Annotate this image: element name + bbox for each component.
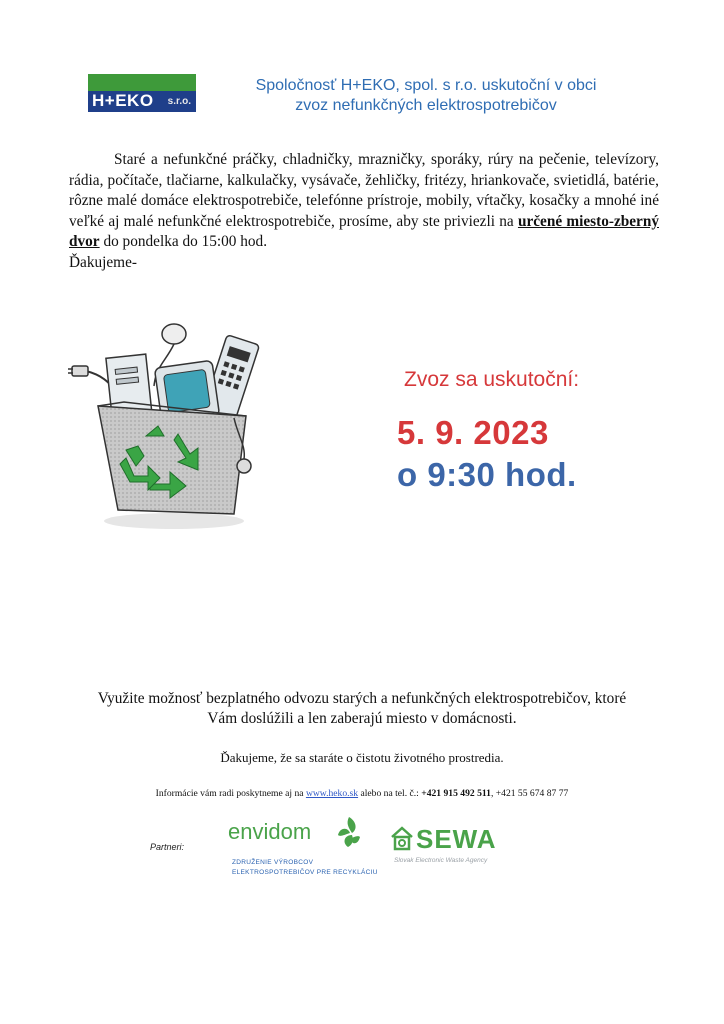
info-prefix: Informácie vám radi poskytneme aj na <box>155 788 304 799</box>
offer-line-1: Využite možnosť bezplatného odvozu starých a nefunkčných elektrospotrebičov, ktoré <box>97 690 627 707</box>
logo-green-band <box>88 74 196 91</box>
sewa-logo <box>388 822 518 870</box>
header-line-1: Spoločnosť H+EKO, spol. s r.o. uskutoční v obci <box>255 77 597 94</box>
body-text <box>69 150 659 253</box>
sewa-name: SEWA <box>416 824 497 854</box>
envidom-subtitle-1: ZDRUŽENIE VÝROBCOV <box>232 859 314 866</box>
heko-logo <box>88 74 196 112</box>
envidom-subtitle-2: ELEKTROSPOTREBIČOV PRE RECYKLÁCIU <box>232 869 378 876</box>
body-deadline: do pondelka do 15:00 hod. <box>103 233 268 250</box>
offer-line-2: Vám doslúžili a len zaberajú miesto v domácnosti. <box>207 710 517 727</box>
house-icon <box>390 826 414 852</box>
body-paragraph <box>69 150 659 273</box>
contact-info <box>60 788 664 799</box>
phone-secondary: , +421 55 674 87 77 <box>490 788 569 799</box>
event-label: Zvoz sa uskutoční: <box>404 368 580 391</box>
recycle-leaves-icon <box>334 815 364 849</box>
header-heading <box>206 76 646 116</box>
offer-text <box>60 689 664 729</box>
closing-thanks: Ďakujeme, že sa staráte o čistotu životného prostredia. <box>220 750 504 765</box>
body-thanks: Ďakujeme- <box>69 253 137 271</box>
body-intro: Staré a nefunkčné práčky, chladničky, mrazničky, sporáky, rúry na pečenie, televízory, rádia, počítače, tlačiarne, kalkulačky, vysávače, žehličky, fritézy, hriankovače, svietidlá, batérie, rôzne malé domáce elektrospotrebiče, telefónne prístroje, mobily, vŕtačky, kosačky a mnohé iné veľké aj malé nefunkčné elektrospotrebiče, prosíme, aby ste priviezli na <box>69 151 659 230</box>
website-link[interactable]: www.heko.sk <box>305 788 359 799</box>
header-line-2: zvoz nefunkčných elektrospotrebičov <box>295 97 557 114</box>
envidom-logo <box>228 815 378 877</box>
event-date: 5. 9. 2023 <box>397 414 549 451</box>
envidom-name: envidom <box>228 819 312 844</box>
sewa-tagline: Slovak Electronic Waste Agency <box>394 857 488 864</box>
logo-suffix: s.r.o. <box>167 96 191 107</box>
recycle-bin-electronics-icon <box>66 316 278 536</box>
phone-primary: +421 915 492 511 <box>421 788 491 799</box>
logo-text: H+EKO <box>92 91 154 110</box>
recycle-bin-illustration <box>66 316 278 536</box>
info-middle: alebo na tel. č.: <box>360 788 419 799</box>
body-highlight: určené miesto-zberný dvor <box>69 212 659 250</box>
event-time: o 9:30 hod. <box>397 456 577 493</box>
partners-label: Partneri: <box>150 842 185 852</box>
